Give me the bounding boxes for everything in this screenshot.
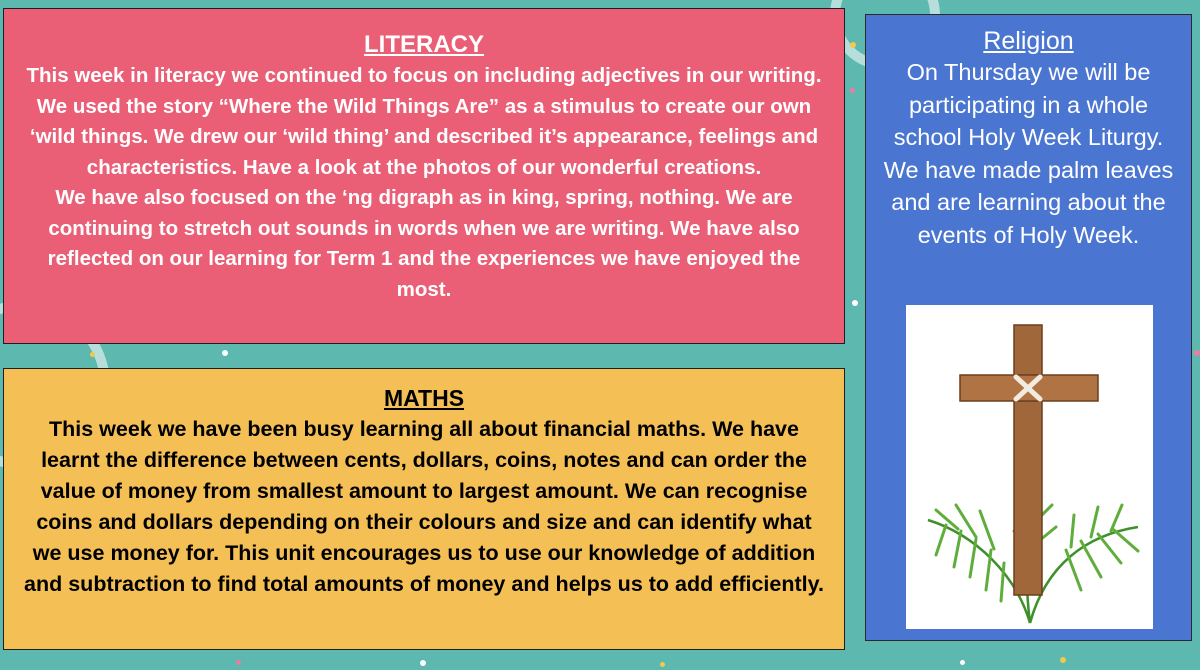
background-dot <box>850 88 855 93</box>
maths-panel <box>3 368 845 650</box>
background-dot <box>90 352 95 357</box>
background-dot <box>850 42 856 48</box>
background-dot <box>960 660 965 665</box>
background-dot <box>1060 657 1066 663</box>
literacy-title: LITERACY <box>364 31 484 58</box>
cross-with-palm-icon <box>906 305 1153 629</box>
background-dot <box>1194 350 1200 356</box>
religion-panel <box>865 14 1192 641</box>
background-dot <box>660 662 665 667</box>
literacy-paragraph-2: We have also focused on the ‘ng digraph as in king, spring, nothing. We are continuing to stretch out sounds in words when we are writing. We have also reflected on our learning for Term 1 and the experiences we have enjoyed the most. <box>47 186 801 301</box>
background-dot <box>420 660 426 666</box>
background-dot <box>222 350 228 356</box>
maths-title: MATHS <box>383 385 465 411</box>
background-dot <box>236 660 241 665</box>
cross-vertical-beam <box>1014 325 1042 595</box>
literacy-paragraph-1: This week in literacy we continued to focus on including adjectives in our writing. We used the story “Where the Wild Things Are” as a stimulus to create our own ‘wild things. We drew our ‘wild thing’ and described it’s appearance, feelings and characteristics. Have a look at the photos of our wonderful creations. <box>26 64 822 179</box>
religion-title: Religion <box>983 27 1074 55</box>
religion-paragraph: On Thursday we will be participating in a whole school Holy Week Liturgy. We have made palm leaves and are learning about the events of Holy Week. <box>883 59 1174 248</box>
maths-paragraph: This week we have been busy learning all about financial maths. We have learnt the difference between cents, dollars, coins, notes and can order the value of money from smallest amount to largest amount. We can recognise coins and dollars depending on their colours and size and can identify what we use money for. This unit encourages us to use our knowledge of addition and subtraction to find total amounts of money and helps us to add efficiently. <box>24 417 824 596</box>
background-dot <box>852 300 858 306</box>
literacy-panel <box>3 8 845 344</box>
